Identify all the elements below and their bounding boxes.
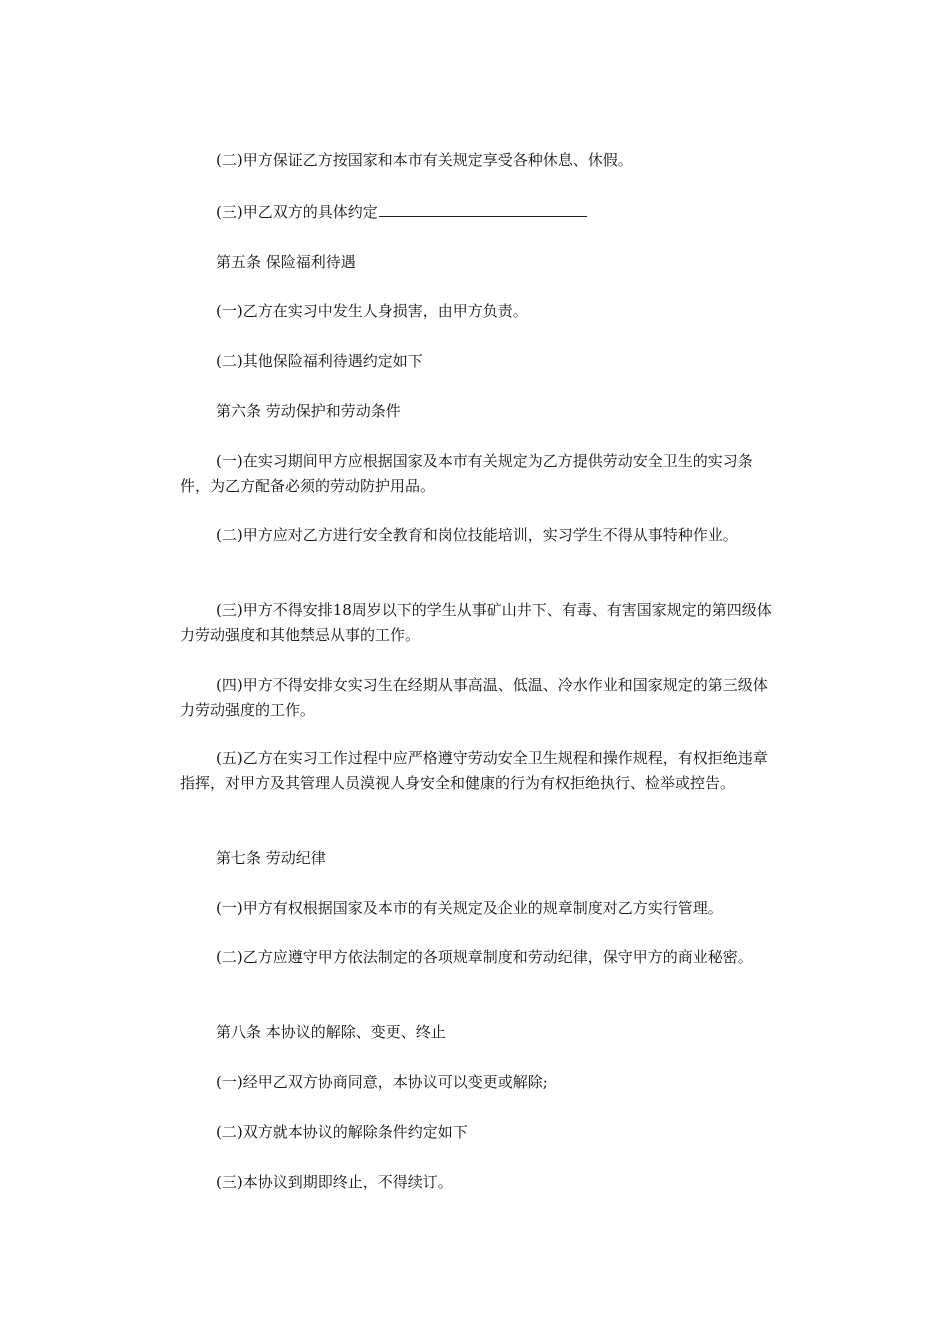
clause-7-2: (二)乙方应遵守甲方依法制定的各项规章制度和劳动纪律，保守甲方的商业秘密。 bbox=[216, 948, 753, 966]
article-7-heading: 第七条 劳动纪律 bbox=[216, 849, 326, 867]
clause-7-1: (一)甲方有权根据国家及本市的有关规定及企业的规章制度对乙方实行管理。 bbox=[216, 899, 723, 917]
article-5-heading: 第五条 保险福利待遇 bbox=[216, 253, 356, 271]
clause-6-5: (五)乙方在实习工作过程中应严格遵守劳动安全卫生规程和操作规程，有权拒绝违章指挥，对甲方及其管理人员漠视人身安全和健康的行为有权拒绝执行、检举或控告。 bbox=[180, 749, 768, 792]
clause-8-1: (一)经甲乙双方协商同意，本协议可以变更或解除; bbox=[216, 1073, 548, 1091]
clause-4-2: (二)甲方保证乙方按国家和本市有关规定享受各种休息、休假。 bbox=[216, 151, 633, 169]
clause-5-2: (二)其他保险福利待遇约定如下 bbox=[216, 352, 423, 370]
article-8-heading: 第八条 本协议的解除、变更、终止 bbox=[216, 1023, 446, 1041]
fill-in-blank-line bbox=[379, 200, 587, 217]
clause-6-2: (二)甲方应对乙方进行安全教育和岗位技能培训，实习学生不得从事特种作业。 bbox=[216, 526, 738, 544]
clause-5-1: (一)乙方在实习中发生人身损害，由甲方负责。 bbox=[216, 302, 528, 320]
clause-8-3: (三)本协议到期即终止，不得续订。 bbox=[216, 1173, 453, 1191]
clause-6-3: (三)甲方不得安排18周岁以下的学生从事矿山井下、有毒、有害国家规定的第四级体力劳动强度和其他禁忌从事的工作。 bbox=[180, 601, 772, 644]
clause-4-3-text: (三)甲乙双方的具体约定 bbox=[216, 203, 378, 221]
clause-6-4: (四)甲方不得安排女实习生在经期从事高温、低温、冷水作业和国家规定的第三级体力劳动强度的工作。 bbox=[180, 676, 768, 719]
clause-6-1: (一)在实习期间甲方应根据国家及本市有关规定为乙方提供劳动安全卫生的实习条件，为乙方配备必须的劳动防护用品。 bbox=[180, 452, 753, 495]
article-6-heading: 第六条 劳动保护和劳动条件 bbox=[216, 402, 401, 420]
clause-8-2: (二)双方就本协议的解除条件约定如下 bbox=[216, 1123, 468, 1141]
clause-4-3 bbox=[180, 200, 780, 225]
